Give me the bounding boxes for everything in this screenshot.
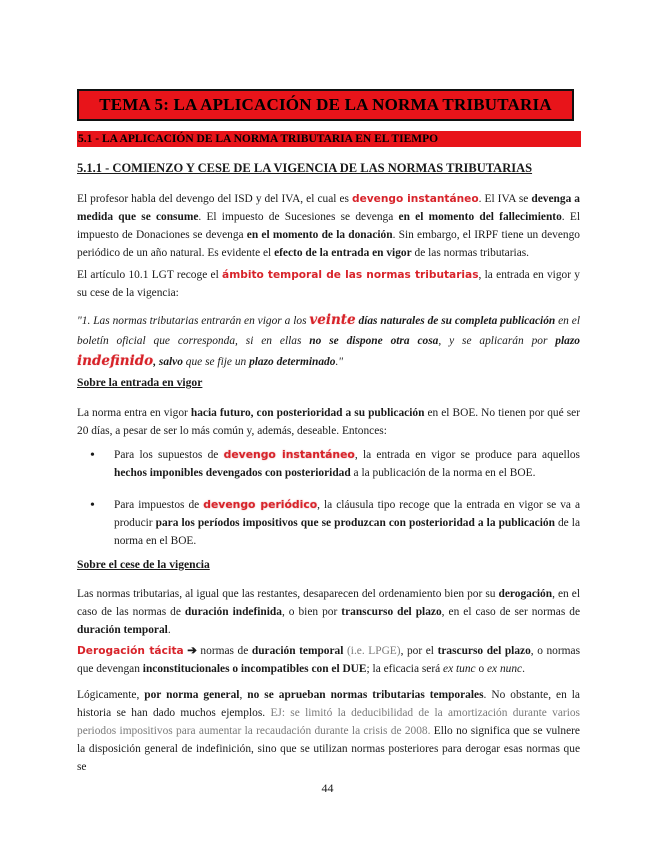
paragraph-devengo: El profesor habla del devengo del ISD y del IVA, el cual es devengo instantáneo. El IVA se devenga a medida que se consume. El impuesto de Sucesiones se devenga en el momento del fallecimiento. El impuesto de Donaciones se devenga en el momento de la donación. Sin embargo, el IRPF tiene un devengo periódico de un año natural. Es evidente el efecto de la entrada en vigor de las normas tributarias. [77,193,581,259]
bullet-dot: • [90,498,95,513]
heading-entrada-en-vigor: Sobre la entrada en vigor [77,376,203,389]
bullet-dot: • [90,448,95,463]
paragraph-derogacion-tacita: Derogación tácita ➔ normas de duración temporal (i.e. LPGE), por el trascurso del plazo, o normas que devengan inconstitucionales o incompatibles con el DUE; la eficacia será ex tunc o ex nunc. [77,645,581,675]
bullet-devengo-instantaneo: Para los supuestos de devengo instantáneo, la entrada en vigor se produce para aquellos hechos imponibles devengados con posterioridad a la publicación de la norma en el BOE. [114,448,580,479]
legal-quote: "1. Las normas tributarias entrarán en vigor a los veinte días naturales de su completa publicación en el boletín oficial que corresponda, si en ellas no se dispone otra cosa, y se aplicarán por plazo indefinido, salvo que se fije un plazo determinado." [77,312,580,369]
page-number: 44 [321,781,334,795]
heading-cese-vigencia: Sobre el cese de la vigencia [77,558,210,571]
subsection-heading: 5.1.1 - COMIENZO Y CESE DE LA VIGENCIA DE LAS NORMAS TRIBUTARIAS [77,161,533,175]
paragraph-entrada: La norma entra en vigor hacia futuro, con posterioridad a su publicación en el BOE. No tienen por qué ser 20 días, a pesar de ser lo más común y, además, deseable. Entonces: [77,407,580,437]
paragraph-articulo: El artículo 10.1 LGT recoge el ámbito temporal de las normas tributarias, la entrada en vigor y su cese de la vigencia: [77,269,580,299]
paragraph-normas-temporales: Lógicamente, por norma general, no se aprueban normas tributarias temporales. No obstante, en la historia se han dado muchos ejemplos. EJ: se limitó la deducibilidad de la amortización durante varios periodos impositivos para aumentar la recaudación durante la crisis de 2008. Ello no significa que se vulnere la disposición general de indefinición, sino que se utilizan normas posteriores para derogar esas normas que se [77,689,580,773]
bullet-devengo-periodico: Para impuestos de devengo periódico, la cláusula tipo recoge que la entrada en vigor se va a producir para los períodos impositivos que se produzcan con posterioridad a la publicación de la norma en el BOE. [114,498,581,547]
paragraph-cese: Las normas tributarias, al igual que las restantes, desaparecen del ordenamiento bien por su derogación, en el caso de las normas de duración indefinida, o bien por transcurso del plazo, en el caso de ser normas de duración temporal. [77,588,581,636]
section-heading: 5.1 - LA APLICACIÓN DE LA NORMA TRIBUTARIA EN EL TIEMPO [77,131,581,147]
arrow-icon: ➔ [187,645,197,657]
chapter-title: TEMA 5: LA APLICACIÓN DE LA NORMA TRIBUTARIA [77,89,574,121]
